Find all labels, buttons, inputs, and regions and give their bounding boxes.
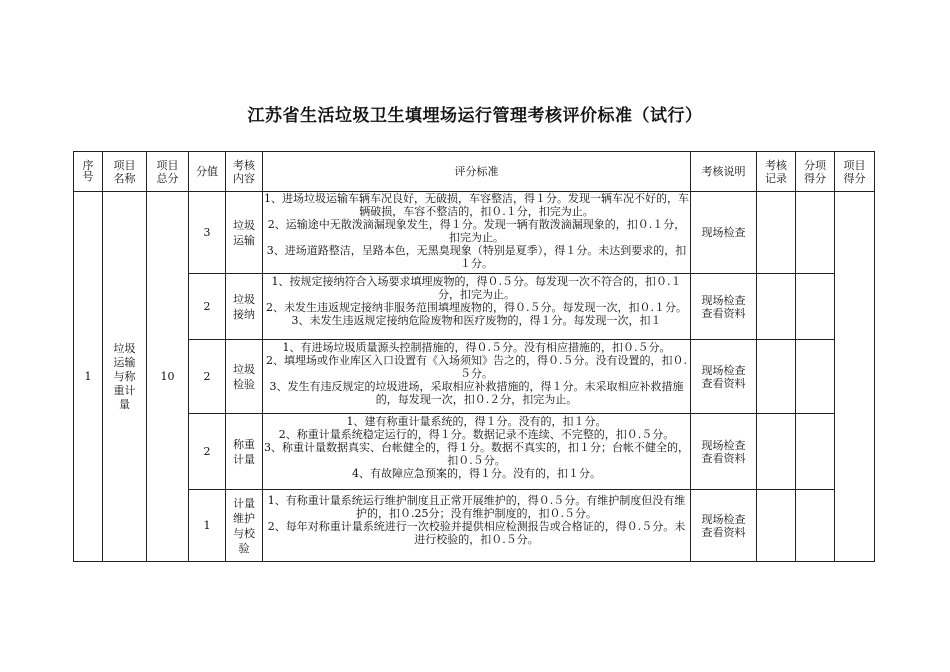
criteria-line: 3、未发生违返规定接纳危险废物和医疗废物的，得１分。每发现一次，扣１ xyxy=(291,313,662,327)
row-content: 垃圾运输 xyxy=(226,192,263,274)
header-item-score: 项目得分 xyxy=(835,152,875,192)
table-row xyxy=(74,274,875,340)
header-content: 考核内容 xyxy=(226,152,263,192)
header-criteria: 评分标准 xyxy=(263,152,691,192)
record-cell xyxy=(757,192,796,274)
sub-score-cell xyxy=(796,192,835,274)
record-cell xyxy=(757,274,796,340)
item-score-cell xyxy=(835,192,875,562)
criteria-line: 2、称重计量系统稳定运行的，得１分。数据记录不连续、不完整的，扣０.５分。 xyxy=(278,427,675,441)
sub-score-cell xyxy=(796,340,835,414)
sub-score-cell xyxy=(796,274,835,340)
header-item-total: 项目总分 xyxy=(147,152,189,192)
header-row xyxy=(74,152,875,192)
row-score: 2 xyxy=(189,274,226,340)
criteria-line: 3、进场道路整洁，呈路本色，无黑臭现象（特别是夏季），得１分。未达到要求的，扣１分。 xyxy=(266,244,687,270)
criteria-line: 2、填埋场或作业库区入口设置有《入场须知》告之的，得０.５分。没有设置的，扣０.５分。 xyxy=(266,353,687,380)
header-explain: 考核说明 xyxy=(691,152,757,192)
row-score: 2 xyxy=(189,340,226,414)
criteria-line: 2、每年对称重计量系统进行一次校验并提供相应检测报告或合格证的，得０.５分。未进行校验的，扣０.５分。 xyxy=(267,520,686,546)
group-seq: 1 xyxy=(74,192,103,562)
row-criteria xyxy=(263,490,691,562)
row-content: 垃圾接纳 xyxy=(226,274,263,340)
sub-score-cell xyxy=(796,414,835,490)
criteria-line: 2、未发生违返规定接纳非服务范围填埋废物的，得０.５分。每发现一次，扣０.１分。 xyxy=(266,300,687,314)
row-explain: 现场检查查看资料 xyxy=(691,490,757,562)
row-explain: 现场检查查看资料 xyxy=(691,340,757,414)
row-score: 3 xyxy=(189,192,226,274)
row-explain: 现场检查 xyxy=(691,192,757,274)
header-sub-score: 分项得分 xyxy=(796,152,835,192)
criteria-line: 2、运输途中无散泼滴漏现象发生，得１分。发现一辆有散泼滴漏现象的，扣０.１分，扣完为止。 xyxy=(267,218,686,244)
criteria-line: 1、按规定接纳符合入场要求填埋废物的，得０.５分。每发现一次不符合的，扣０.１分，扣完为止。 xyxy=(271,274,682,301)
criteria-line: 1、有称重计量系统运行维护制度且正常开展维护的，得０.５分。有维护制度但没有维护的，扣０.25分；没有维护制度的，扣０.５分。 xyxy=(267,494,686,520)
row-score: 2 xyxy=(189,414,226,490)
header-seq: 序号 xyxy=(74,152,103,192)
sub-score-cell xyxy=(796,490,835,562)
table-row xyxy=(74,340,875,414)
row-score: 1 xyxy=(189,490,226,562)
criteria-line: 1、进场垃圾运输车辆车况良好，无破损，车容整洁，得１分。发现一辆车况不好的，车辆破损，车容不整洁的，扣０.１分，扣完为止。 xyxy=(264,192,689,218)
group-item-name: 垃圾运输与称重计量 xyxy=(103,192,147,562)
row-criteria xyxy=(263,274,691,340)
record-cell xyxy=(757,414,796,490)
table-row xyxy=(74,490,875,562)
row-criteria xyxy=(263,192,691,274)
row-criteria xyxy=(263,340,691,414)
header-item-name: 项目名称 xyxy=(103,152,147,192)
criteria-line: 1、建有称重计量系统的，得１分。没有的，扣１分。 xyxy=(346,414,607,428)
record-cell xyxy=(757,490,796,562)
document-title: 江苏省生活垃圾卫生填埋场运行管理考核评价标准（试行） xyxy=(247,106,703,126)
criteria-line: 3、称重计量数据真实、台帐健全的，得１分。数据不真实的，扣１分；台帐不健全的，扣０.５分。 xyxy=(264,440,689,467)
table-row xyxy=(74,192,875,274)
row-content: 垃圾检验 xyxy=(226,340,263,414)
group-item-total: 10 xyxy=(147,192,189,562)
criteria-line: 4、有故障应急预案的，得１分。没有的，扣１分。 xyxy=(352,466,601,480)
record-cell xyxy=(757,340,796,414)
criteria-line: 1、有进场垃圾质量源头控制措施的，得０.５分。没有相应措施的，扣０.５分。 xyxy=(282,340,671,354)
row-criteria xyxy=(263,414,691,490)
criteria-line: 3、发生有违反规定的垃圾进场，采取相应补救措施的，得１分。未采取相应补救措施的，每发现一次，扣０.２分，扣完为止。 xyxy=(269,379,684,406)
assessment-table xyxy=(73,151,875,562)
row-content: 称重计量 xyxy=(226,414,263,490)
row-explain: 现场检查查看资料 xyxy=(691,414,757,490)
row-content: 计量维护与校验 xyxy=(226,490,263,562)
header-record: 考核记录 xyxy=(757,152,796,192)
row-explain: 现场检查查看资料 xyxy=(691,274,757,340)
header-score: 分值 xyxy=(189,152,226,192)
table-row xyxy=(74,414,875,490)
